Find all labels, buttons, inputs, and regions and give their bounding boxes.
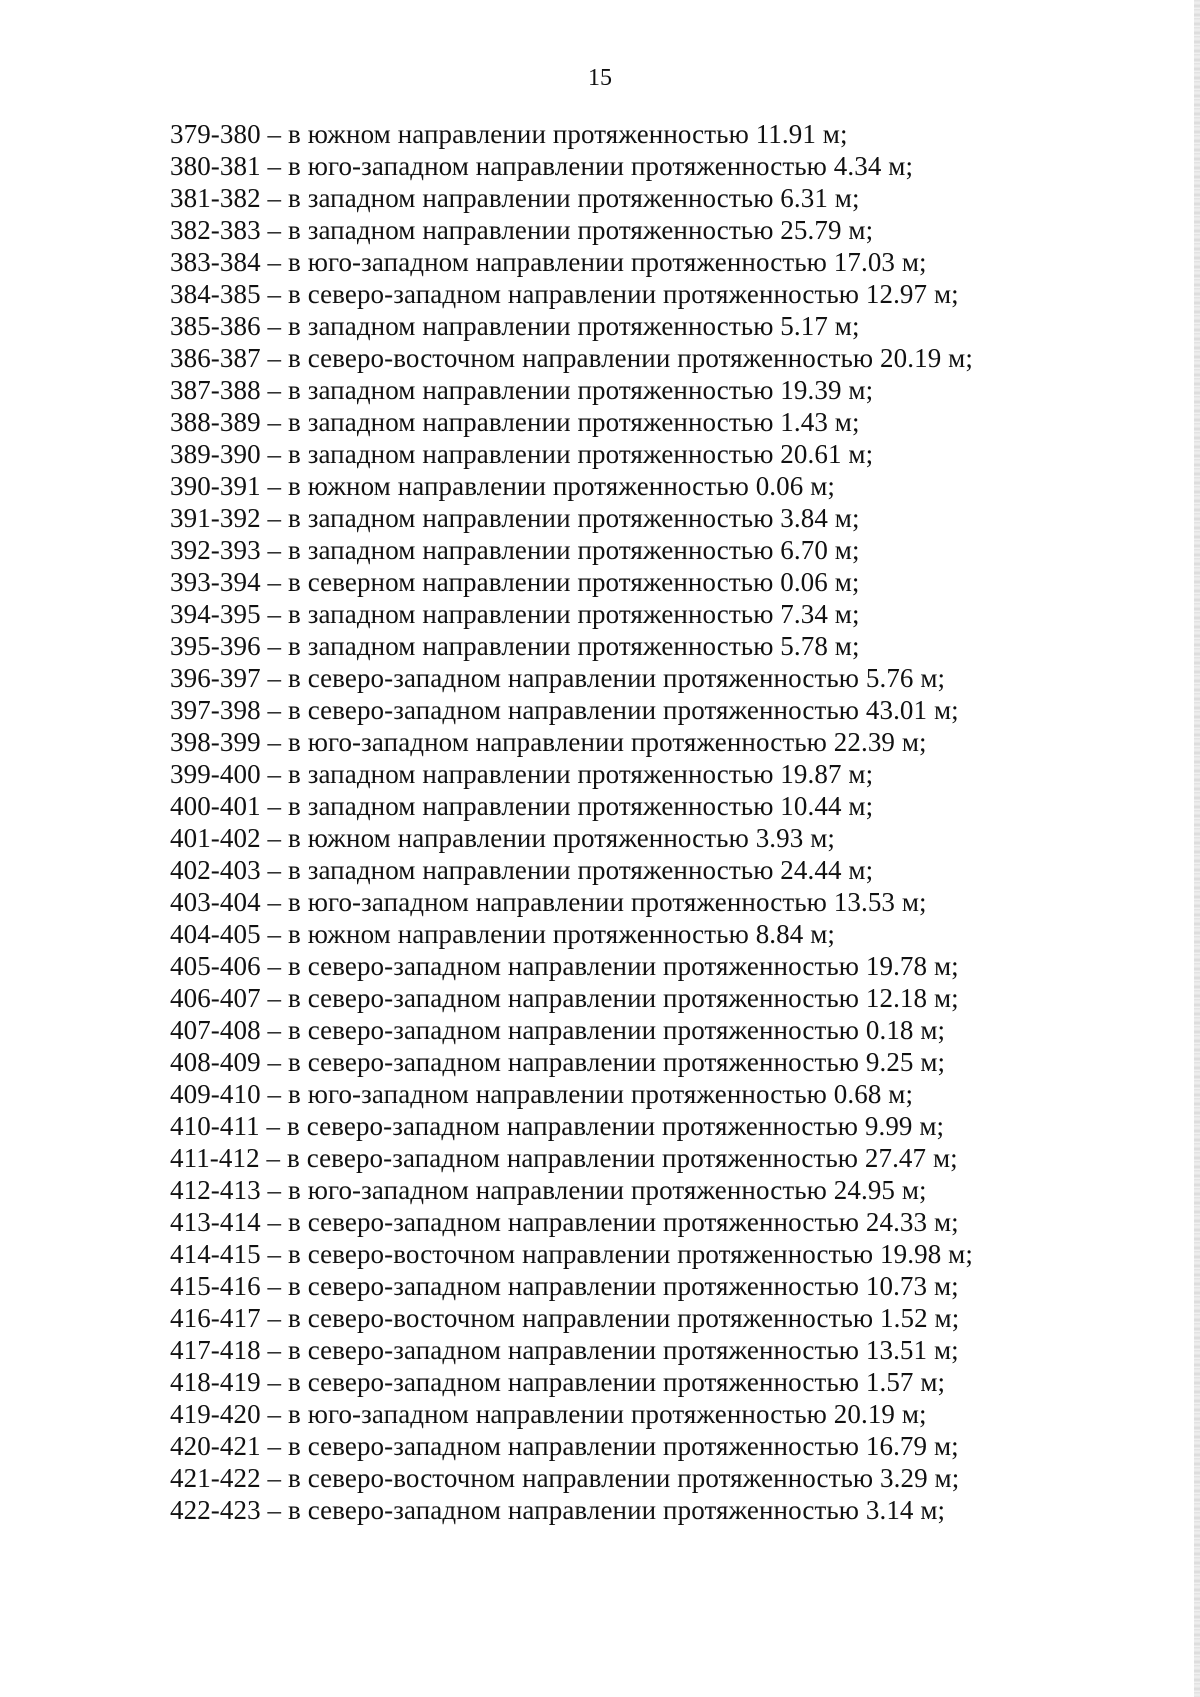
segment-line: 397-398 – в северо-западном направлении протяженностью 43.01 м; [170, 695, 959, 725]
boundary-segment-list [170, 118, 1160, 1526]
segment-line: 379-380 – в южном направлении протяженностью 11.91 м; [170, 119, 848, 149]
segment-line: 410-411 – в северо-западном направлении протяженностью 9.99 м; [170, 1111, 945, 1141]
segment-line: 402-403 – в западном направлении протяженностью 24.44 м; [170, 855, 874, 885]
segment-line: 403-404 – в юго-западном направлении протяженностью 13.53 м; [170, 887, 927, 917]
segment-line: 418-419 – в северо-западном направлении протяженностью 1.57 м; [170, 1367, 946, 1397]
segment-line: 420-421 – в северо-западном направлении протяженностью 16.79 м; [170, 1431, 959, 1461]
segment-line: 396-397 – в северо-западном направлении протяженностью 5.76 м; [170, 663, 946, 693]
segment-line: 381-382 – в западном направлении протяженностью 6.31 м; [170, 183, 860, 213]
segment-line: 393-394 – в северном направлении протяженностью 0.06 м; [170, 567, 860, 597]
segment-line: 391-392 – в западном направлении протяженностью 3.84 м; [170, 503, 860, 533]
segment-line: 406-407 – в северо-западном направлении протяженностью 12.18 м; [170, 983, 959, 1013]
segment-line: 412-413 – в юго-западном направлении протяженностью 24.95 м; [170, 1175, 927, 1205]
segment-line: 398-399 – в юго-западном направлении протяженностью 22.39 м; [170, 727, 927, 757]
segment-line: 389-390 – в западном направлении протяженностью 20.61 м; [170, 439, 874, 469]
segment-line: 404-405 – в южном направлении протяженностью 8.84 м; [170, 919, 835, 949]
segment-line: 390-391 – в южном направлении протяженностью 0.06 м; [170, 471, 835, 501]
segment-line: 387-388 – в западном направлении протяженностью 19.39 м; [170, 375, 874, 405]
segment-line: 419-420 – в юго-западном направлении протяженностью 20.19 м; [170, 1399, 927, 1429]
segment-line: 417-418 – в северо-западном направлении протяженностью 13.51 м; [170, 1335, 959, 1365]
segment-line: 394-395 – в западном направлении протяженностью 7.34 м; [170, 599, 860, 629]
segment-line: 408-409 – в северо-западном направлении протяженностью 9.25 м; [170, 1047, 946, 1077]
segment-line: 399-400 – в западном направлении протяженностью 19.87 м; [170, 759, 874, 789]
segment-line: 395-396 – в западном направлении протяженностью 5.78 м; [170, 631, 860, 661]
segment-line: 388-389 – в западном направлении протяженностью 1.43 м; [170, 407, 860, 437]
segment-line: 405-406 – в северо-западном направлении протяженностью 19.78 м; [170, 951, 959, 981]
segment-line: 380-381 – в юго-западном направлении протяженностью 4.34 м; [170, 151, 914, 181]
scan-edge-artifact [1194, 0, 1200, 1697]
segment-line: 416-417 – в северо-восточном направлении протяженностью 1.52 м; [170, 1303, 960, 1333]
page-number: 15 [588, 65, 612, 91]
segment-line: 383-384 – в юго-западном направлении протяженностью 17.03 м; [170, 247, 927, 277]
segment-line: 407-408 – в северо-западном направлении протяженностью 0.18 м; [170, 1015, 946, 1045]
segment-line: 415-416 – в северо-западном направлении протяженностью 10.73 м; [170, 1271, 959, 1301]
segment-line: 414-415 – в северо-восточном направлении протяженностью 19.98 м; [170, 1239, 973, 1269]
segment-line: 401-402 – в южном направлении протяженностью 3.93 м; [170, 823, 835, 853]
segment-line: 421-422 – в северо-восточном направлении протяженностью 3.29 м; [170, 1463, 960, 1493]
segment-line: 400-401 – в западном направлении протяженностью 10.44 м; [170, 791, 874, 821]
segment-line: 422-423 – в северо-западном направлении протяженностью 3.14 м; [170, 1495, 946, 1525]
segment-line: 409-410 – в юго-западном направлении протяженностью 0.68 м; [170, 1079, 914, 1109]
segment-line: 411-412 – в северо-западном направлении протяженностью 27.47 м; [170, 1143, 958, 1173]
segment-line: 392-393 – в западном направлении протяженностью 6.70 м; [170, 535, 860, 565]
segment-line: 413-414 – в северо-западном направлении протяженностью 24.33 м; [170, 1207, 959, 1237]
segment-line: 386-387 – в северо-восточном направлении протяженностью 20.19 м; [170, 343, 973, 373]
segment-line: 385-386 – в западном направлении протяженностью 5.17 м; [170, 311, 860, 341]
segment-line: 384-385 – в северо-западном направлении протяженностью 12.97 м; [170, 279, 959, 309]
segment-line: 382-383 – в западном направлении протяженностью 25.79 м; [170, 215, 874, 245]
